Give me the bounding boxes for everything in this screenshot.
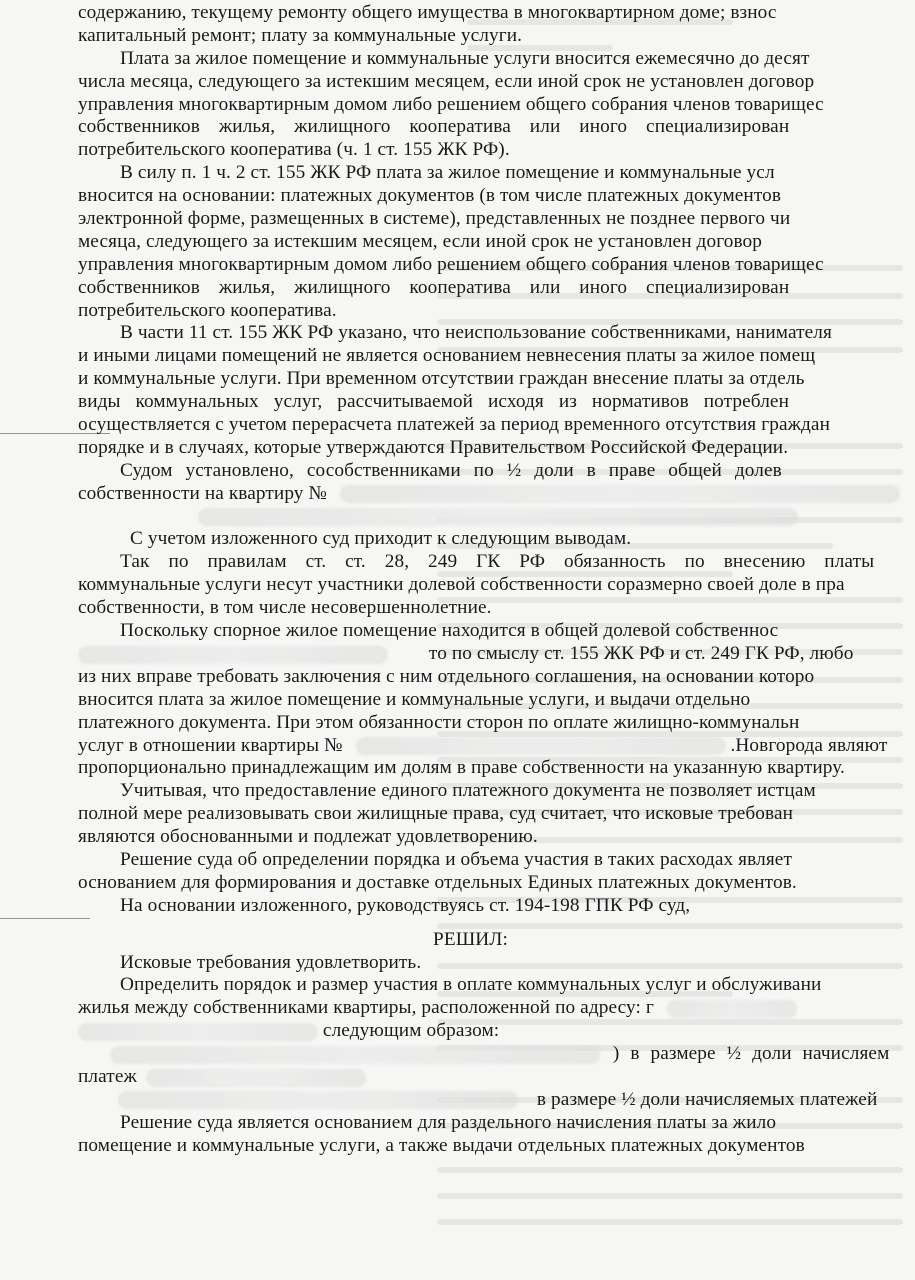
text-line: собственников жилья, жилищного кооператива или иного специализирован (78, 276, 790, 298)
redacted-block (667, 1000, 797, 1018)
text-line: виды коммунальных услуг, рассчитываемой исходя из нормативов потреблен (78, 391, 789, 413)
decision-heading: РЕШИЛ: (433, 928, 508, 950)
text-line: полной мере реализовывать свои жилищные права, суд считает, что исковые требован (78, 803, 794, 825)
text-line: и иными лицами помещений не является основанием невнесения платы за жилое помещ (78, 345, 816, 367)
text-line (78, 1089, 915, 1112)
text-line: порядке и в случаях, которые утверждаются Правительством Российской Федерации. (78, 436, 789, 458)
text-line (78, 643, 915, 666)
text-line: собственников жилья, жилищного кооператива или иного специализирован (78, 116, 790, 138)
text-line (78, 1020, 915, 1043)
redacted-block (146, 1069, 366, 1087)
text-line: На основании изложенного, руководствуясь ст. 194-198 ГПК РФ суд, (120, 894, 691, 916)
redacted-block (78, 646, 388, 664)
margin-rule-line (0, 918, 90, 919)
text-line: являются обоснованными и подлежат удовлетворению. (78, 826, 538, 848)
text-line: Плата за жилое помещение и коммунальные услуги вносится ежемесячно до десят (120, 47, 810, 69)
text-line: вносится плата за жилое помещение и коммунальные услуги, и выдачи отдельно (78, 688, 751, 710)
text-line: В части 11 ст. 155 ЖК РФ указано, что неиспользование собственниками, нанимателя (120, 322, 832, 344)
text-line: собственности, в том числе несовершеннолетние. (78, 597, 492, 619)
text-line: содержанию, текущему ремонту общего имущества в многоквартирном доме; взнос (78, 2, 777, 23)
text-line: Определить порядок и размер участия в оплате коммунальных услуг и обслуживани (120, 974, 822, 996)
text-line: Поскольку спорное жилое помещение находится в общей долевой собственнос (120, 620, 779, 642)
text-line: числа месяца, следующего за истекшим месяцем, если иной срок не установлен договор (78, 70, 815, 92)
redacted-block (118, 1091, 518, 1109)
text-line (78, 1043, 915, 1066)
text-line: потребительского кооператива. (78, 299, 337, 321)
text-line: Учитывая, что предоставление единого платежного документа не позволяет истцам (120, 780, 816, 802)
text-fragment: собственности на квартиру № (78, 482, 327, 504)
text-line: платежного документа. При этом обязанности сторон по оплате жилищно-коммунальн (78, 711, 800, 733)
text-line (78, 506, 915, 529)
text-line: пропорционально принадлежащим им долям в праве собственности на указанную квартиру. (78, 757, 845, 779)
text-line: Исковые требования удовлетворить. (120, 951, 422, 973)
text-line: помещение и коммунальные услуги, а также выдачи отдельных платежных документов (78, 1134, 805, 1156)
text-line (78, 997, 915, 1020)
text-line: потребительского кооператива (ч. 1 ст. 155 ЖК РФ). (78, 139, 510, 161)
text-fragment: то по смыслу ст. 155 ЖК РФ и ст. 249 ГК РФ, любо (428, 642, 854, 664)
redacted-block (110, 1046, 600, 1064)
text-fragment: ) в размере ½ доли начисляем (612, 1043, 890, 1065)
text-line: капитальный ремонт; плату за коммунальные услуги. (78, 24, 523, 46)
redacted-block (78, 1023, 318, 1041)
text-fragment: следующим образом: (322, 1020, 500, 1042)
text-line: основанием для формирования и доставке отдельных Единых платежных документов. (78, 871, 797, 893)
text-line: электронной форме, размещенных в системе), представленных не позднее первого чи (78, 208, 791, 230)
text-line: из них вправе требовать заключения с ним отдельного соглашения, на основании которо (78, 665, 815, 687)
text-line: Судом установлено, сособственниками по ½ доли в праве общей долев (120, 459, 782, 481)
text-line (78, 1066, 915, 1089)
text-line: коммунальные услуги несут участники долевой собственности соразмерно своей доле в пра (78, 574, 845, 596)
text-line: С учетом изложенного суд приходит к следующим выводам. (130, 528, 632, 550)
text-line (78, 483, 915, 506)
redacted-block (198, 508, 798, 526)
text-fragment: жилья между собственниками квартиры, расположенной по адресу: г (78, 997, 654, 1019)
text-line: и коммунальные услуги. При временном отсутствии граждан внесение платы за отдель (78, 368, 805, 390)
redacted-block (356, 737, 726, 755)
text-line: В силу п. 1 ч. 2 ст. 155 ЖК РФ плата за жилое помещение и коммунальные усл (120, 162, 775, 184)
text-line: Решение суда об определении порядка и объема участия в таких расходах являет (120, 848, 792, 870)
text-line: вносится на основании: платежных документов (в том числе платежных документов (78, 185, 782, 207)
text-line: осуществляется с учетом перерасчета платежей за период временного отсутствия граждан (78, 414, 831, 436)
redacted-block (340, 485, 900, 503)
document-body (78, 2, 915, 1158)
text-fragment: платеж (78, 1065, 137, 1087)
text-fragment: .Новгорода являют (730, 734, 888, 756)
text-line: Решение суда является основанием для раздельного начисления платы за жило (120, 1111, 777, 1133)
text-line: Так по правилам ст. ст. 28, 249 ГК РФ обязанность по внесению платы (120, 551, 875, 573)
text-fragment: услуг в отношении квартиры № (78, 734, 343, 756)
text-line: управления многоквартирным домом либо решением общего собрания членов товарищес (78, 93, 824, 115)
text-line: управления многоквартирным домом либо решением общего собрания членов товарищес (78, 253, 824, 275)
text-fragment: в размере ½ доли начисляемых платежей (536, 1088, 878, 1110)
text-line (78, 735, 915, 758)
text-line: месяца, следующего за истекшим месяцем, если иной срок не установлен договор (78, 230, 763, 252)
